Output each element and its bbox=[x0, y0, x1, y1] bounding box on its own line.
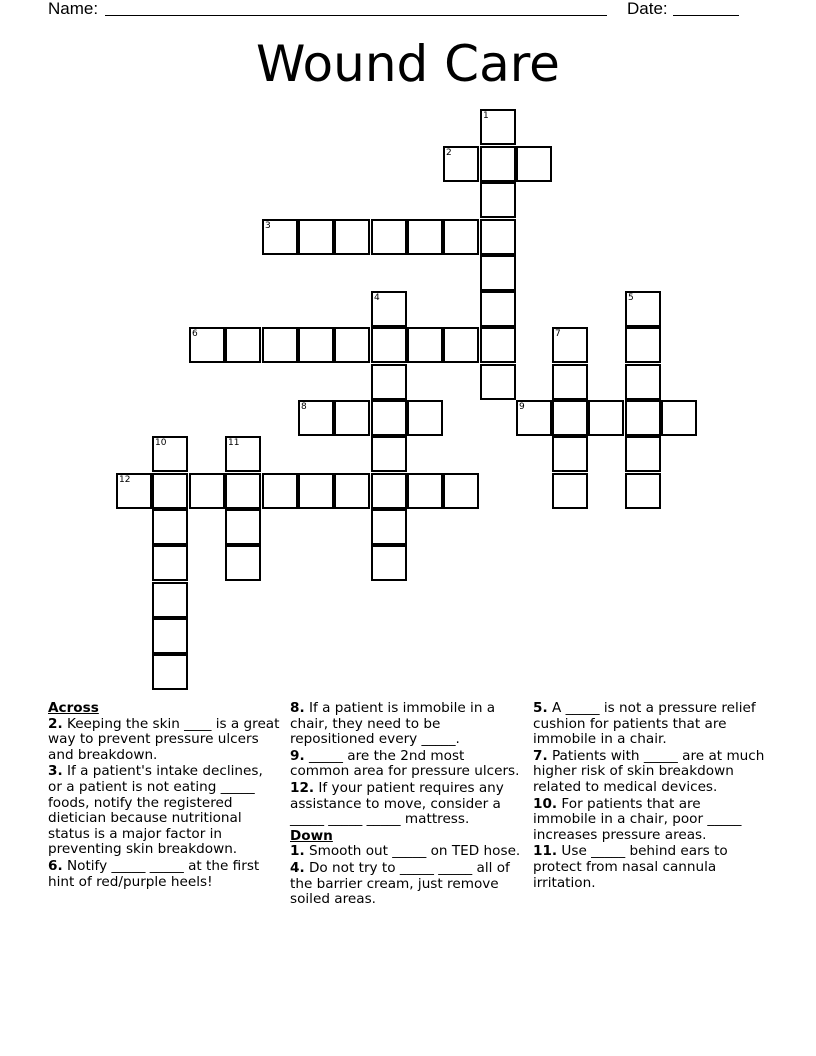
date-blank-line[interactable] bbox=[673, 15, 739, 16]
clue-down-10 bbox=[533, 797, 765, 844]
clue-number: 3. bbox=[48, 763, 63, 780]
clue-down-1 bbox=[290, 844, 522, 860]
clues-column-3 bbox=[533, 701, 765, 892]
grid-cell[interactable] bbox=[298, 219, 334, 255]
grid-cell[interactable] bbox=[225, 327, 261, 363]
clue-text: Notify _____ _____ at the first hint of red/purple heels! bbox=[48, 857, 260, 890]
date-label: Date: bbox=[627, 0, 668, 18]
clue-across-2 bbox=[48, 717, 280, 764]
grid-cell[interactable] bbox=[480, 255, 516, 291]
clue-number: 1. bbox=[290, 843, 305, 860]
grid-clue-number: 4 bbox=[374, 293, 380, 303]
clues-column-2 bbox=[290, 701, 522, 909]
grid-cell[interactable] bbox=[152, 618, 188, 654]
grid-cell[interactable] bbox=[625, 291, 661, 327]
clue-text: For patients that are immobile in a chair, poor _____ increases pressure areas. bbox=[533, 795, 742, 843]
clue-text: Use _____ behind ears to protect from nasal cannula irritation. bbox=[533, 843, 728, 891]
grid-cell[interactable] bbox=[661, 400, 697, 436]
clue-number: 5. bbox=[533, 700, 548, 716]
grid-clue-number: 3 bbox=[265, 221, 271, 231]
grid-clue-number: 12 bbox=[119, 475, 131, 485]
page-title: Wound Care bbox=[256, 35, 560, 93]
grid-clue-number: 11 bbox=[228, 438, 240, 448]
grid-cell[interactable] bbox=[480, 146, 516, 182]
grid-cell[interactable] bbox=[480, 364, 516, 400]
clue-text: Smooth out _____ on TED hose. bbox=[308, 843, 521, 860]
clue-number: 9. bbox=[290, 747, 305, 764]
grid-cell[interactable] bbox=[262, 219, 298, 255]
clue-across-3 bbox=[48, 764, 280, 858]
grid-cell[interactable] bbox=[298, 400, 334, 436]
grid-cell[interactable] bbox=[371, 327, 407, 363]
grid-cell[interactable] bbox=[443, 327, 479, 363]
grid-cell[interactable] bbox=[407, 473, 443, 509]
grid-cell[interactable] bbox=[225, 509, 261, 545]
grid-cell[interactable] bbox=[334, 327, 370, 363]
grid-cell[interactable] bbox=[588, 400, 624, 436]
grid-cell[interactable] bbox=[152, 545, 188, 581]
grid-cell[interactable] bbox=[225, 436, 261, 472]
grid-clue-number: 7 bbox=[555, 329, 561, 339]
grid-cell[interactable] bbox=[516, 400, 552, 436]
grid-cell[interactable] bbox=[371, 473, 407, 509]
grid-cell[interactable] bbox=[552, 400, 588, 436]
grid-cell[interactable] bbox=[552, 436, 588, 472]
grid-cell[interactable] bbox=[225, 545, 261, 581]
grid-clue-number: 8 bbox=[301, 402, 307, 412]
grid-cell[interactable] bbox=[443, 219, 479, 255]
worksheet-header bbox=[48, 0, 748, 20]
clue-text: Do not try to _____ _____ all of the barrier cream, just remove soiled areas. bbox=[290, 859, 510, 908]
grid-cell[interactable] bbox=[371, 291, 407, 327]
clue-number: 11. bbox=[533, 843, 558, 860]
grid-cell[interactable] bbox=[152, 436, 188, 472]
grid-cell[interactable] bbox=[334, 219, 370, 255]
grid-cell[interactable] bbox=[552, 327, 588, 363]
grid-cell[interactable] bbox=[407, 327, 443, 363]
grid-cell[interactable] bbox=[443, 146, 479, 182]
grid-cell[interactable] bbox=[480, 219, 516, 255]
grid-cell[interactable] bbox=[371, 219, 407, 255]
grid-cell[interactable] bbox=[116, 473, 152, 509]
clue-across-8 bbox=[290, 701, 522, 748]
clue-down-5 bbox=[533, 701, 765, 748]
grid-clue-number: 1 bbox=[483, 111, 489, 121]
grid-cell[interactable] bbox=[480, 109, 516, 145]
clue-number: 10. bbox=[533, 795, 558, 812]
grid-cell[interactable] bbox=[371, 364, 407, 400]
clues-column-1 bbox=[48, 701, 280, 891]
clue-text: Patients with _____ are at much higher risk of skin breakdown related to medical devices. bbox=[533, 747, 765, 795]
clue-number: 12. bbox=[290, 779, 315, 796]
grid-cell[interactable] bbox=[189, 473, 225, 509]
grid-cell[interactable] bbox=[480, 291, 516, 327]
grid-cell[interactable] bbox=[552, 473, 588, 509]
grid-cell[interactable] bbox=[516, 146, 552, 182]
grid-cell[interactable] bbox=[334, 473, 370, 509]
grid-cell[interactable] bbox=[371, 436, 407, 472]
name-blank-line[interactable] bbox=[105, 15, 607, 16]
grid-clue-number: 5 bbox=[628, 293, 634, 303]
grid-cell[interactable] bbox=[152, 654, 188, 690]
grid-clue-number: 10 bbox=[155, 438, 167, 448]
clue-across-12 bbox=[290, 781, 522, 828]
clue-text: If a patient's intake declines, or a patient is not eating _____ foods, notify the registered dietician because nutritional status is a major factor in preventing skin breakdown. bbox=[48, 763, 263, 858]
grid-cell[interactable] bbox=[298, 327, 334, 363]
clue-text: A _____ is not a pressure relief cushion for patients that are immobile in a chair. bbox=[533, 700, 756, 748]
grid-cell[interactable] bbox=[552, 364, 588, 400]
down-heading: Down bbox=[290, 827, 333, 844]
grid-clue-number: 6 bbox=[192, 329, 198, 339]
grid-cell[interactable] bbox=[443, 473, 479, 509]
grid-cell[interactable] bbox=[625, 473, 661, 509]
grid-cell[interactable] bbox=[225, 473, 261, 509]
grid-clue-number: 2 bbox=[446, 148, 452, 158]
grid-cell[interactable] bbox=[371, 509, 407, 545]
clue-text: If your patient requires any assistance to move, consider a _____ _____ _____ mattress. bbox=[290, 779, 504, 828]
clue-down-4 bbox=[290, 861, 522, 908]
clue-number: 7. bbox=[533, 747, 548, 764]
grid-cell[interactable] bbox=[480, 182, 516, 218]
grid-cell[interactable] bbox=[371, 545, 407, 581]
grid-cell[interactable] bbox=[152, 473, 188, 509]
grid-cell[interactable] bbox=[625, 327, 661, 363]
grid-cell[interactable] bbox=[262, 473, 298, 509]
grid-cell[interactable] bbox=[152, 582, 188, 618]
grid-cell[interactable] bbox=[371, 400, 407, 436]
grid-cell[interactable] bbox=[625, 436, 661, 472]
across-heading: Across bbox=[48, 700, 99, 716]
clue-across-6 bbox=[48, 859, 280, 890]
grid-cell[interactable] bbox=[407, 219, 443, 255]
clue-number: 8. bbox=[290, 700, 305, 716]
grid-cell[interactable] bbox=[189, 327, 225, 363]
name-label: Name: bbox=[48, 0, 99, 18]
clue-text: If a patient is immobile in a chair, they need to be repositioned every _____. bbox=[290, 700, 496, 748]
grid-cell[interactable] bbox=[262, 327, 298, 363]
grid-cell[interactable] bbox=[152, 509, 188, 545]
clue-number: 6. bbox=[48, 857, 63, 874]
clue-number: 2. bbox=[48, 715, 63, 732]
grid-cell[interactable] bbox=[625, 364, 661, 400]
grid-cell[interactable] bbox=[480, 327, 516, 363]
grid-cell[interactable] bbox=[334, 400, 370, 436]
clue-down-7 bbox=[533, 749, 765, 796]
clue-number: 4. bbox=[290, 859, 305, 876]
clue-down-11 bbox=[533, 844, 765, 891]
grid-cell[interactable] bbox=[298, 473, 334, 509]
clue-text: Keeping the skin ____ is a great way to prevent pressure ulcers and breakdown. bbox=[48, 715, 280, 763]
grid-cell[interactable] bbox=[625, 400, 661, 436]
clue-text: _____ are the 2nd most common area for pressure ulcers. bbox=[290, 747, 520, 780]
grid-clue-number: 9 bbox=[519, 402, 525, 412]
clue-across-9 bbox=[290, 749, 522, 780]
grid-cell[interactable] bbox=[407, 400, 443, 436]
